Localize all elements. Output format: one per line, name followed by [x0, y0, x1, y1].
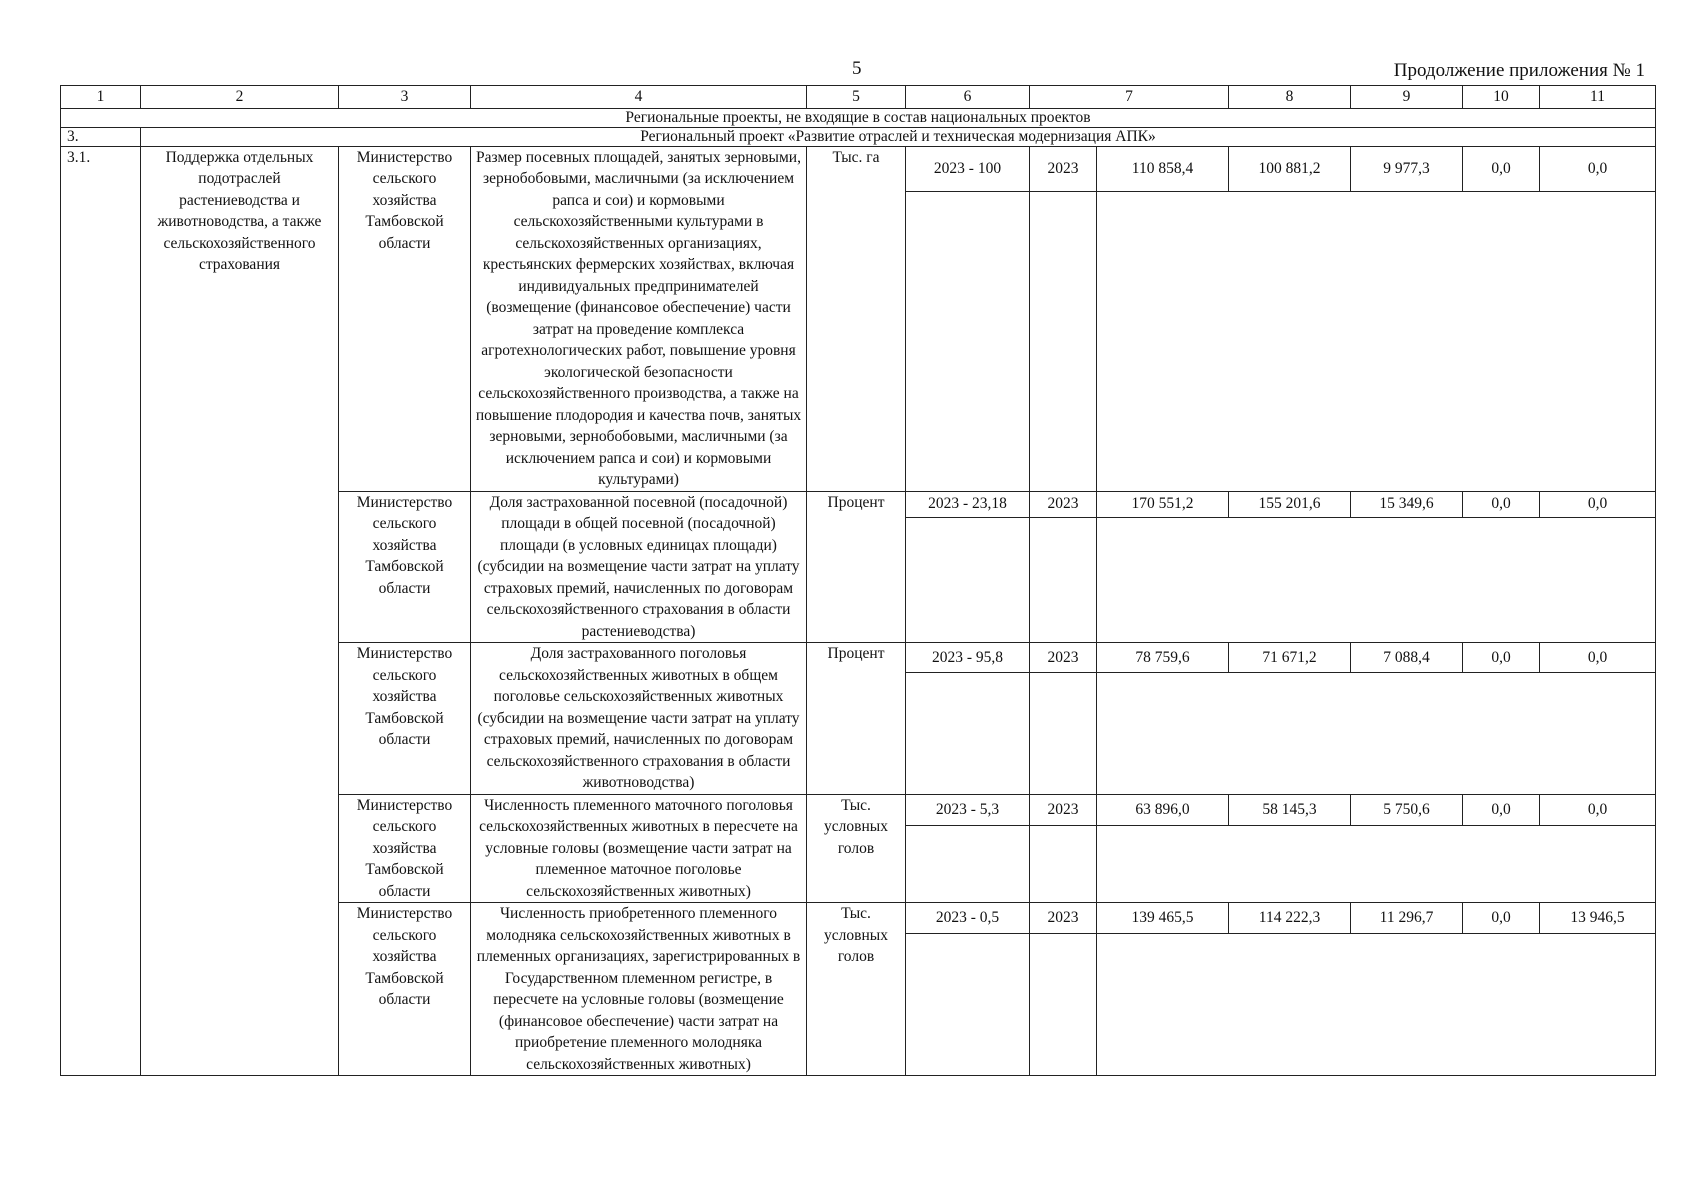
measure-number: 3.1.: [61, 146, 141, 1076]
target-value-cell: 2023 - 95,8: [906, 643, 1030, 673]
blank-cell: [906, 934, 1030, 1076]
column-10-cell: 0,0: [1463, 643, 1540, 673]
column-8-cell: 71 671,2: [1229, 643, 1351, 673]
column-number: 11: [1540, 86, 1656, 109]
executor-cell: Министерство сельского хозяйства Тамбовской области: [339, 643, 471, 795]
column-number: 10: [1463, 86, 1540, 109]
column-8-cell: 114 222,3: [1229, 903, 1351, 934]
indicator-cell: Доля застрахованной посевной (посадочной) площади в общей посевной (посадочной) площади (в условных единицах площади) (субсидии на возмещение части затрат на уплату страховых премий, начисленных по договорам сельскохозяйственного страхования в области растениеводства): [471, 491, 807, 643]
section-title: Региональные проекты, не входящие в состав национальных проектов: [61, 108, 1656, 127]
column-10-cell: 0,0: [1463, 794, 1540, 825]
blank-cell: [1030, 517, 1097, 643]
column-9-cell: 9 977,3: [1351, 146, 1463, 191]
column-9-cell: 11 296,7: [1351, 903, 1463, 934]
column-number: 9: [1351, 86, 1463, 109]
column-10-cell: 0,0: [1463, 903, 1540, 934]
column-number: 6: [906, 86, 1030, 109]
unit-cell: Тыс. условных голов: [807, 903, 906, 1076]
appendix-continuation-label: Продолжение приложения № 1: [1393, 60, 1645, 81]
project-number: 3.: [61, 127, 141, 146]
target-value-cell: 2023 - 5,3: [906, 794, 1030, 825]
page-number: 5: [852, 58, 862, 79]
unit-cell: Тыс. условных голов: [807, 794, 906, 903]
unit-cell: Тыс. га: [807, 146, 906, 491]
measure-name: Поддержка отдельных подотраслей растениеводства и животноводства, а также сельскохозяйственного страхования: [141, 146, 339, 1076]
blank-cell: [1030, 934, 1097, 1076]
column-9-cell: 15 349,6: [1351, 491, 1463, 517]
column-8-cell: 58 145,3: [1229, 794, 1351, 825]
executor-cell: Министерство сельского хозяйства Тамбовской области: [339, 491, 471, 643]
column-11-cell: 0,0: [1540, 146, 1656, 191]
target-value-cell: 2023 - 23,18: [906, 491, 1030, 517]
project-title: Региональный проект «Развитие отраслей и техническая модернизация АПК»: [141, 127, 1656, 146]
column-number: 8: [1229, 86, 1351, 109]
column-8-cell: 155 201,6: [1229, 491, 1351, 517]
executor-cell: Министерство сельского хозяйства Тамбовской области: [339, 903, 471, 1076]
column-11-cell: 13 946,5: [1540, 903, 1656, 934]
executor-cell: Министерство сельского хозяйства Тамбовской области: [339, 794, 471, 903]
target-value-cell: 2023 - 100: [906, 146, 1030, 191]
unit-cell: Процент: [807, 491, 906, 643]
year-cell: 2023: [1030, 491, 1097, 517]
column-9-cell: 7 088,4: [1351, 643, 1463, 673]
unit-cell: Процент: [807, 643, 906, 795]
blank-cell: [1097, 191, 1656, 491]
column-11-cell: 0,0: [1540, 643, 1656, 673]
column-9-cell: 5 750,6: [1351, 794, 1463, 825]
regional-projects-row: [61, 108, 1656, 127]
blank-cell: [906, 191, 1030, 491]
indicator-cell: Доля застрахованного поголовья сельскохозяйственных животных в общем поголовье сельскохозяйственных животных (субсидии на возмещение части затрат на уплату страховых премий, начисленных по договорам сельскохозяйственного страхования в области животноводства): [471, 643, 807, 795]
blank-cell: [1097, 825, 1656, 903]
year-cell: 2023: [1030, 643, 1097, 673]
blank-cell: [1030, 191, 1097, 491]
indicator-cell: Численность племенного маточного поголовья сельскохозяйственных животных в пересчете на условные головы (возмещение части затрат на племенное маточное поголовье сельскохозяйственных животных): [471, 794, 807, 903]
column-10-cell: 0,0: [1463, 491, 1540, 517]
blank-cell: [1097, 517, 1656, 643]
column-11-cell: 0,0: [1540, 794, 1656, 825]
table-row: [61, 146, 1656, 191]
column-10-cell: 0,0: [1463, 146, 1540, 191]
column-number: 3: [339, 86, 471, 109]
blank-cell: [1097, 673, 1656, 795]
total-cell: 170 551,2: [1097, 491, 1229, 517]
appendix-table: [60, 85, 1656, 1076]
blank-cell: [906, 517, 1030, 643]
column-number: 2: [141, 86, 339, 109]
executor-cell: Министерство сельского хозяйства Тамбовской области: [339, 146, 471, 491]
total-cell: 139 465,5: [1097, 903, 1229, 934]
year-cell: 2023: [1030, 794, 1097, 825]
column-8-cell: 100 881,2: [1229, 146, 1351, 191]
indicator-cell: Численность приобретенного племенного молодняка сельскохозяйственных животных в племенных организациях, зарегистрированных в Государственном племенном регистре, в пересчете на условные головы (возмещение (финансовое обеспечение) части затрат на приобретение племенного молодняка сельскохозяйственных животных): [471, 903, 807, 1076]
blank-cell: [1030, 825, 1097, 903]
total-cell: 110 858,4: [1097, 146, 1229, 191]
column-number-row: [61, 86, 1656, 109]
year-cell: 2023: [1030, 146, 1097, 191]
column-number: 5: [807, 86, 906, 109]
blank-cell: [1097, 934, 1656, 1076]
total-cell: 63 896,0: [1097, 794, 1229, 825]
column-11-cell: 0,0: [1540, 491, 1656, 517]
blank-cell: [906, 825, 1030, 903]
total-cell: 78 759,6: [1097, 643, 1229, 673]
target-value-cell: 2023 - 0,5: [906, 903, 1030, 934]
indicator-cell: Размер посевных площадей, занятых зерновыми, зернобобовыми, масличными (за исключением рапса и сои) и кормовыми сельскохозяйственными культурами в сельскохозяйственных организациях, крестьянских фермерских хозяйствах, включая индивидуальных предпринимателей (возмещение (финансовое обеспечение) части затрат на проведение комплекса агротехнологических работ, повышение уровня экологической безопасности сельскохозяйственного производства, а также на повышение плодородия и качества почв, занятых зерновыми, зернобобовыми, масличными (за исключением рапса и сои) и кормовыми культурами): [471, 146, 807, 491]
year-cell: 2023: [1030, 903, 1097, 934]
column-number: 4: [471, 86, 807, 109]
blank-cell: [1030, 673, 1097, 795]
project-row: [61, 127, 1656, 146]
column-number: 7: [1030, 86, 1229, 109]
column-number: 1: [61, 86, 141, 109]
blank-cell: [906, 673, 1030, 795]
